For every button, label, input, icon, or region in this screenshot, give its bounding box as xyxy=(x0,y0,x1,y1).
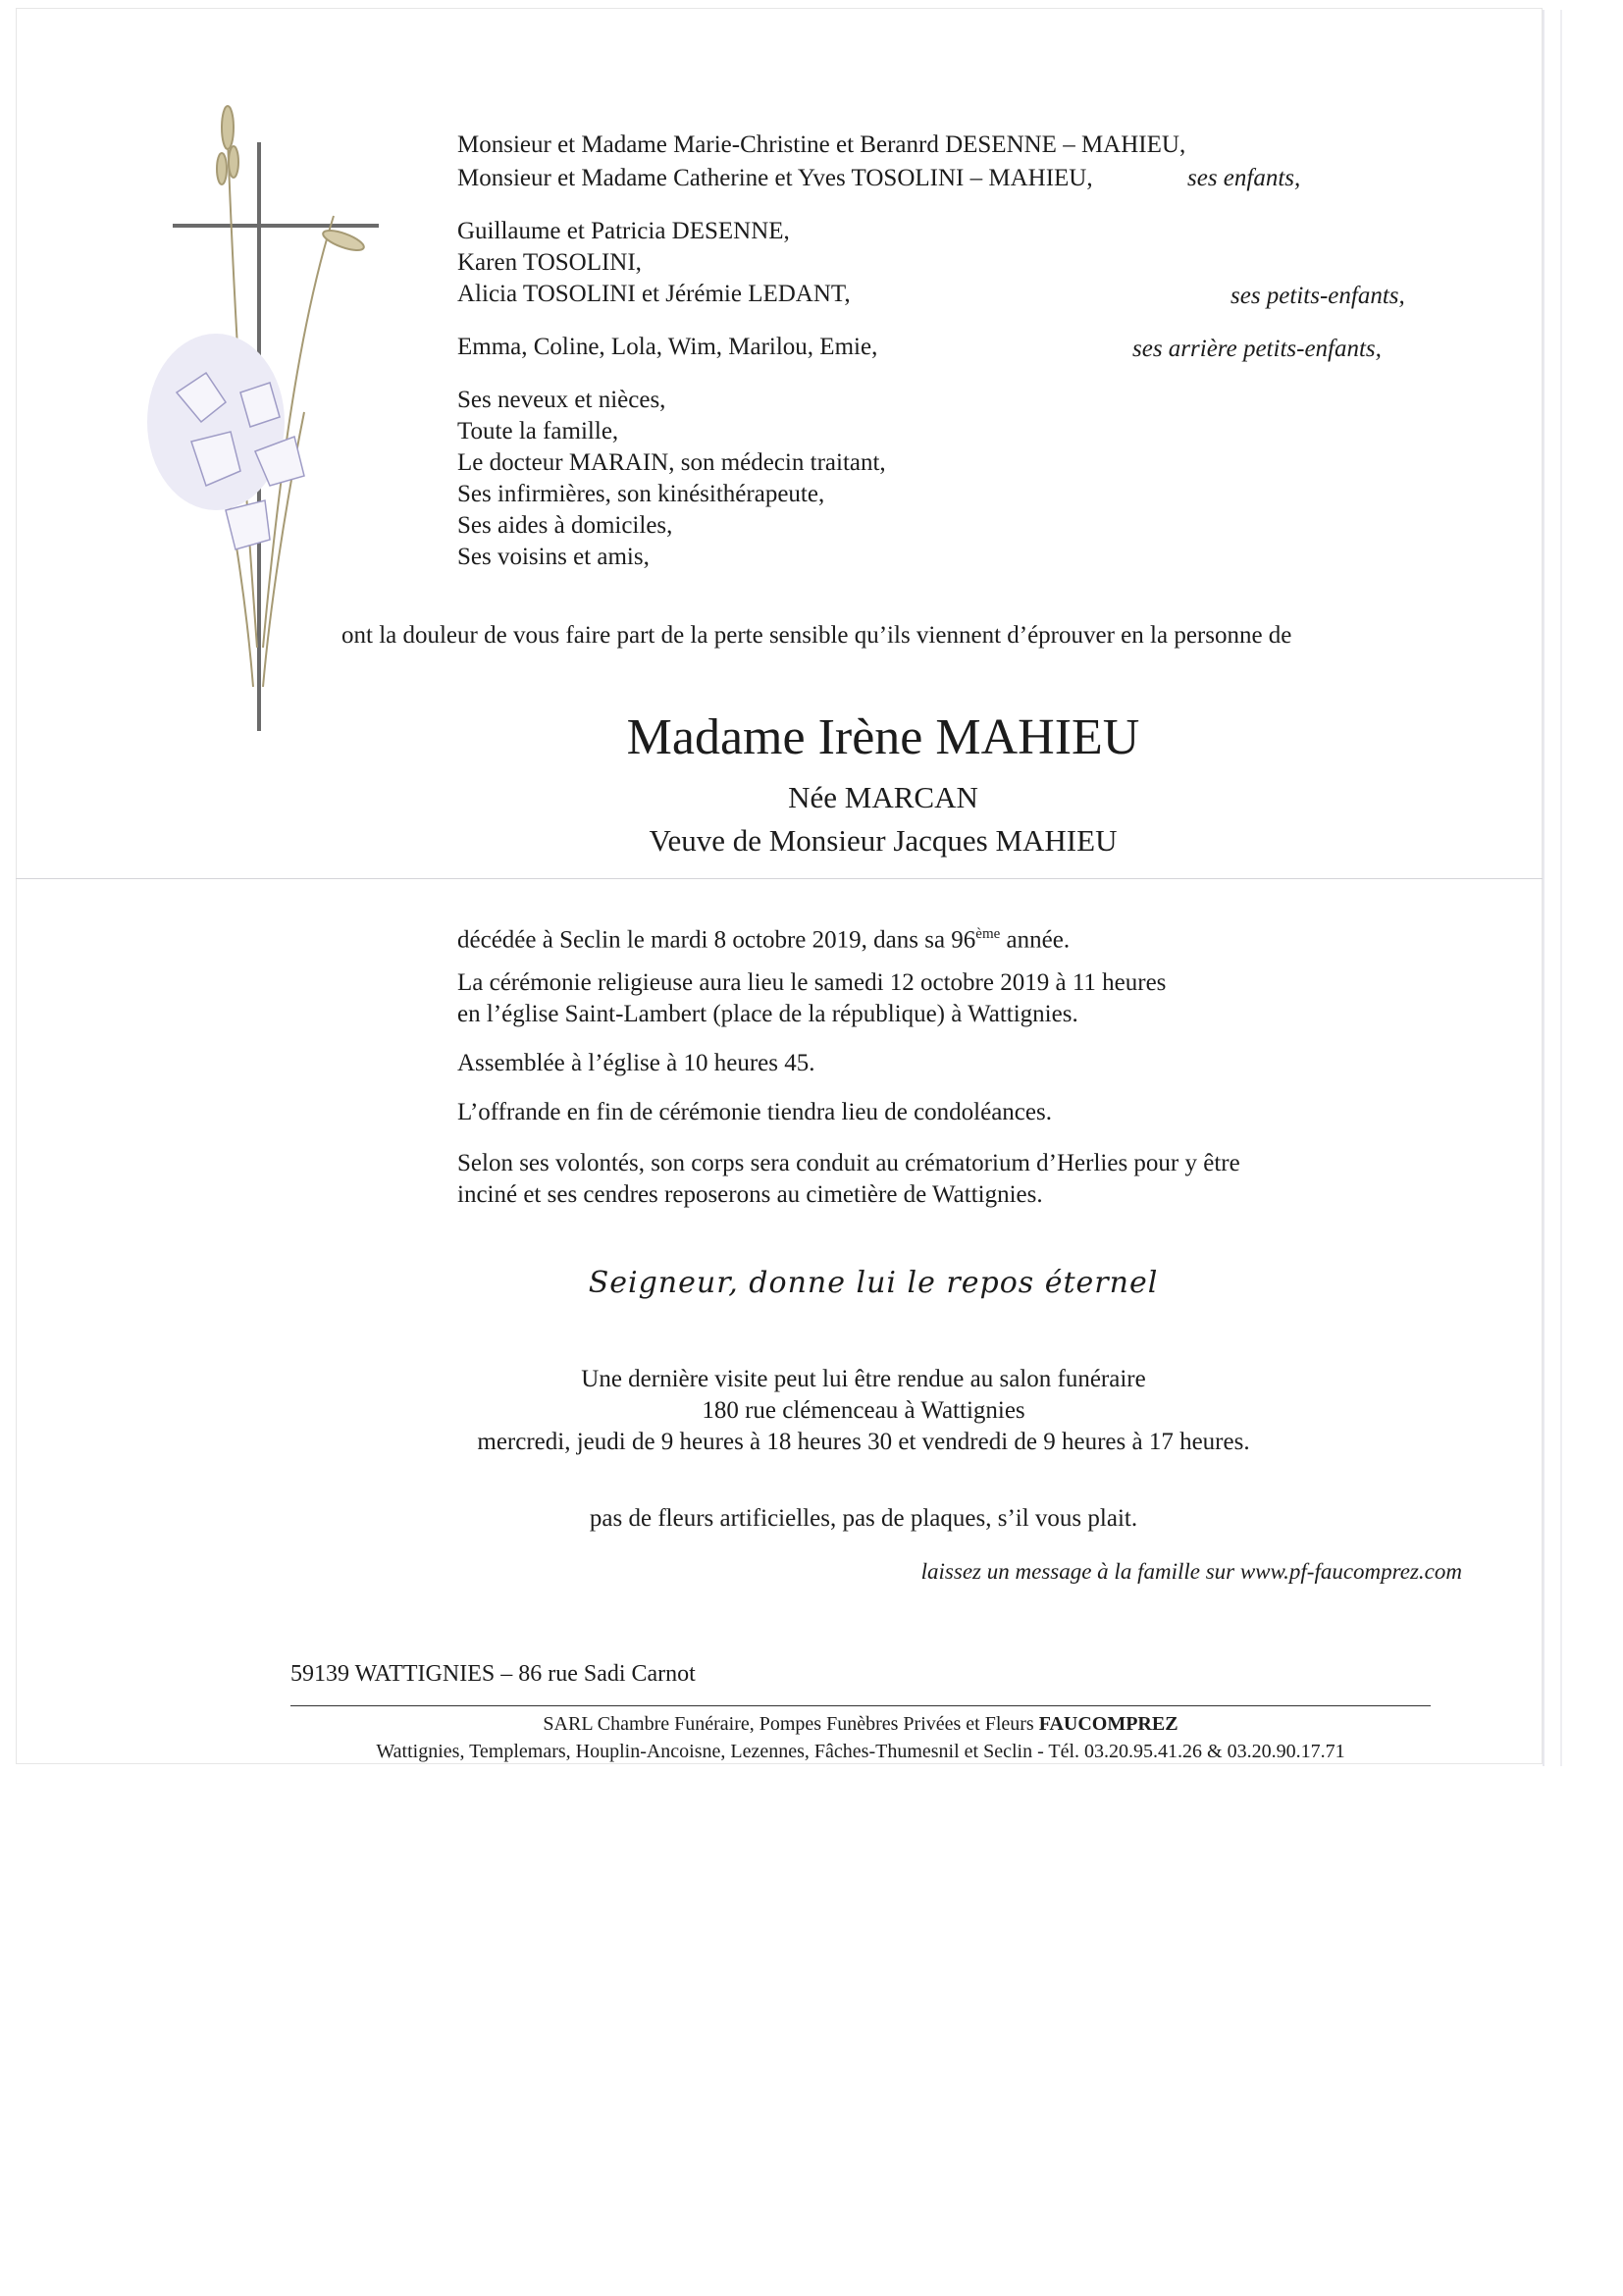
children-label: ses enfants, xyxy=(1187,165,1301,191)
web-message: laissez un message à la famille sur www.pf-faucomprez.com xyxy=(920,1559,1462,1584)
footer-divider xyxy=(290,1705,1431,1706)
deceased-widow: Veuve de Monsieur Jacques MAHIEU xyxy=(649,823,1118,858)
deceased-name: Madame Irène MAHIEU xyxy=(626,709,1140,765)
ceremony-line-1: La cérémonie religieuse aura lieu le samedi 12 octobre 2019 à 11 heures xyxy=(457,969,1167,996)
visit-line-3: mercredi, jeudi de 9 heures à 18 heures 30 et vendredi de 9 heures à 17 heures. xyxy=(477,1429,1250,1455)
ceremony-line-2: en l’église Saint-Lambert (place de la république) à Wattignies. xyxy=(457,1001,1078,1027)
announcement: ont la douleur de vous faire part de la perte sensible qu’ils viennent d’éprouver en la personne de xyxy=(341,622,1292,649)
death-details xyxy=(457,918,1070,956)
great-grandchildren-label: ses arrière petits-enfants, xyxy=(1132,336,1382,362)
page-edge-2 xyxy=(1560,10,1562,1766)
others-line-4: Ses infirmières, son kinésithérapeute, xyxy=(457,481,825,507)
visit-line-2: 180 rue clémenceau à Wattignies xyxy=(702,1397,1025,1424)
great-grandchildren-line: Emma, Coline, Lola, Wim, Marilou, Emie, xyxy=(457,334,878,360)
death-ordinal-sup: ème xyxy=(975,926,1001,942)
grandchildren-line-1: Guillaume et Patricia DESENNE, xyxy=(457,218,790,244)
prayer-text: Seigneur, donne lui le repos éternel xyxy=(588,1266,1159,1300)
lily-flower-icon xyxy=(147,334,304,549)
assembly-line: Assemblée à l’église à 10 heures 45. xyxy=(457,1050,815,1076)
death-details-end: année. xyxy=(1000,926,1071,954)
others-line-3: Le docteur MARAIN, son médecin traitant, xyxy=(457,449,886,476)
grandchildren-label: ses petits-enfants, xyxy=(1230,283,1405,309)
grandchildren-line-3: Alicia TOSOLINI et Jérémie LEDANT, xyxy=(457,281,851,307)
fold-line xyxy=(16,878,1543,879)
wishes-line-2: inciné et ses cendres reposerons au cimetière de Wattignies. xyxy=(457,1181,1043,1208)
address-line: 59139 WATTIGNIES – 86 rue Sadi Carnot xyxy=(290,1661,696,1687)
death-details-text: décédée à Seclin le mardi 8 octobre 2019, dans sa 96 xyxy=(457,926,976,954)
others-line-6: Ses voisins et amis, xyxy=(457,544,650,570)
grandchildren-line-2: Karen TOSOLINI, xyxy=(457,249,642,276)
others-line-5: Ses aides à domiciles, xyxy=(457,512,673,539)
footer-company-bold: FAUCOMPREZ xyxy=(1038,1713,1178,1735)
children-line-2: Monsieur et Madame Catherine et Yves TOSOLINI – MAHIEU, xyxy=(457,165,1093,191)
wishes-line-1: Selon ses volontés, son corps sera conduit au crématorium d’Herlies pour y être xyxy=(457,1150,1240,1176)
offering-line: L’offrande en fin de cérémonie tiendra lieu de condoléances. xyxy=(457,1099,1052,1125)
page-edge xyxy=(1543,10,1544,1766)
footer-locations: Wattignies, Templemars, Houplin-Ancoisne, Lezennes, Fâches-Thumesnil et Seclin - Tél. 03.20.95.41.26 & 03.20.90.17.71 xyxy=(376,1741,1345,1762)
flowers-line: pas de fleurs artificielles, pas de plaques, s’il vous plait. xyxy=(589,1505,1138,1532)
others-line-1: Ses neveux et nièces, xyxy=(457,387,666,413)
footer-company xyxy=(290,1711,1431,1737)
deceased-born: Née MARCAN xyxy=(788,780,978,814)
others-line-2: Toute la famille, xyxy=(457,418,619,444)
children-line-1: Monsieur et Madame Marie-Christine et Beranrd DESENNE – MAHIEU, xyxy=(457,131,1186,158)
footer-company-text: SARL Chambre Funéraire, Pompes Funèbres Privées et Fleurs xyxy=(543,1713,1039,1735)
visit-line-1: Une dernière visite peut lui être rendue au salon funéraire xyxy=(581,1366,1146,1392)
